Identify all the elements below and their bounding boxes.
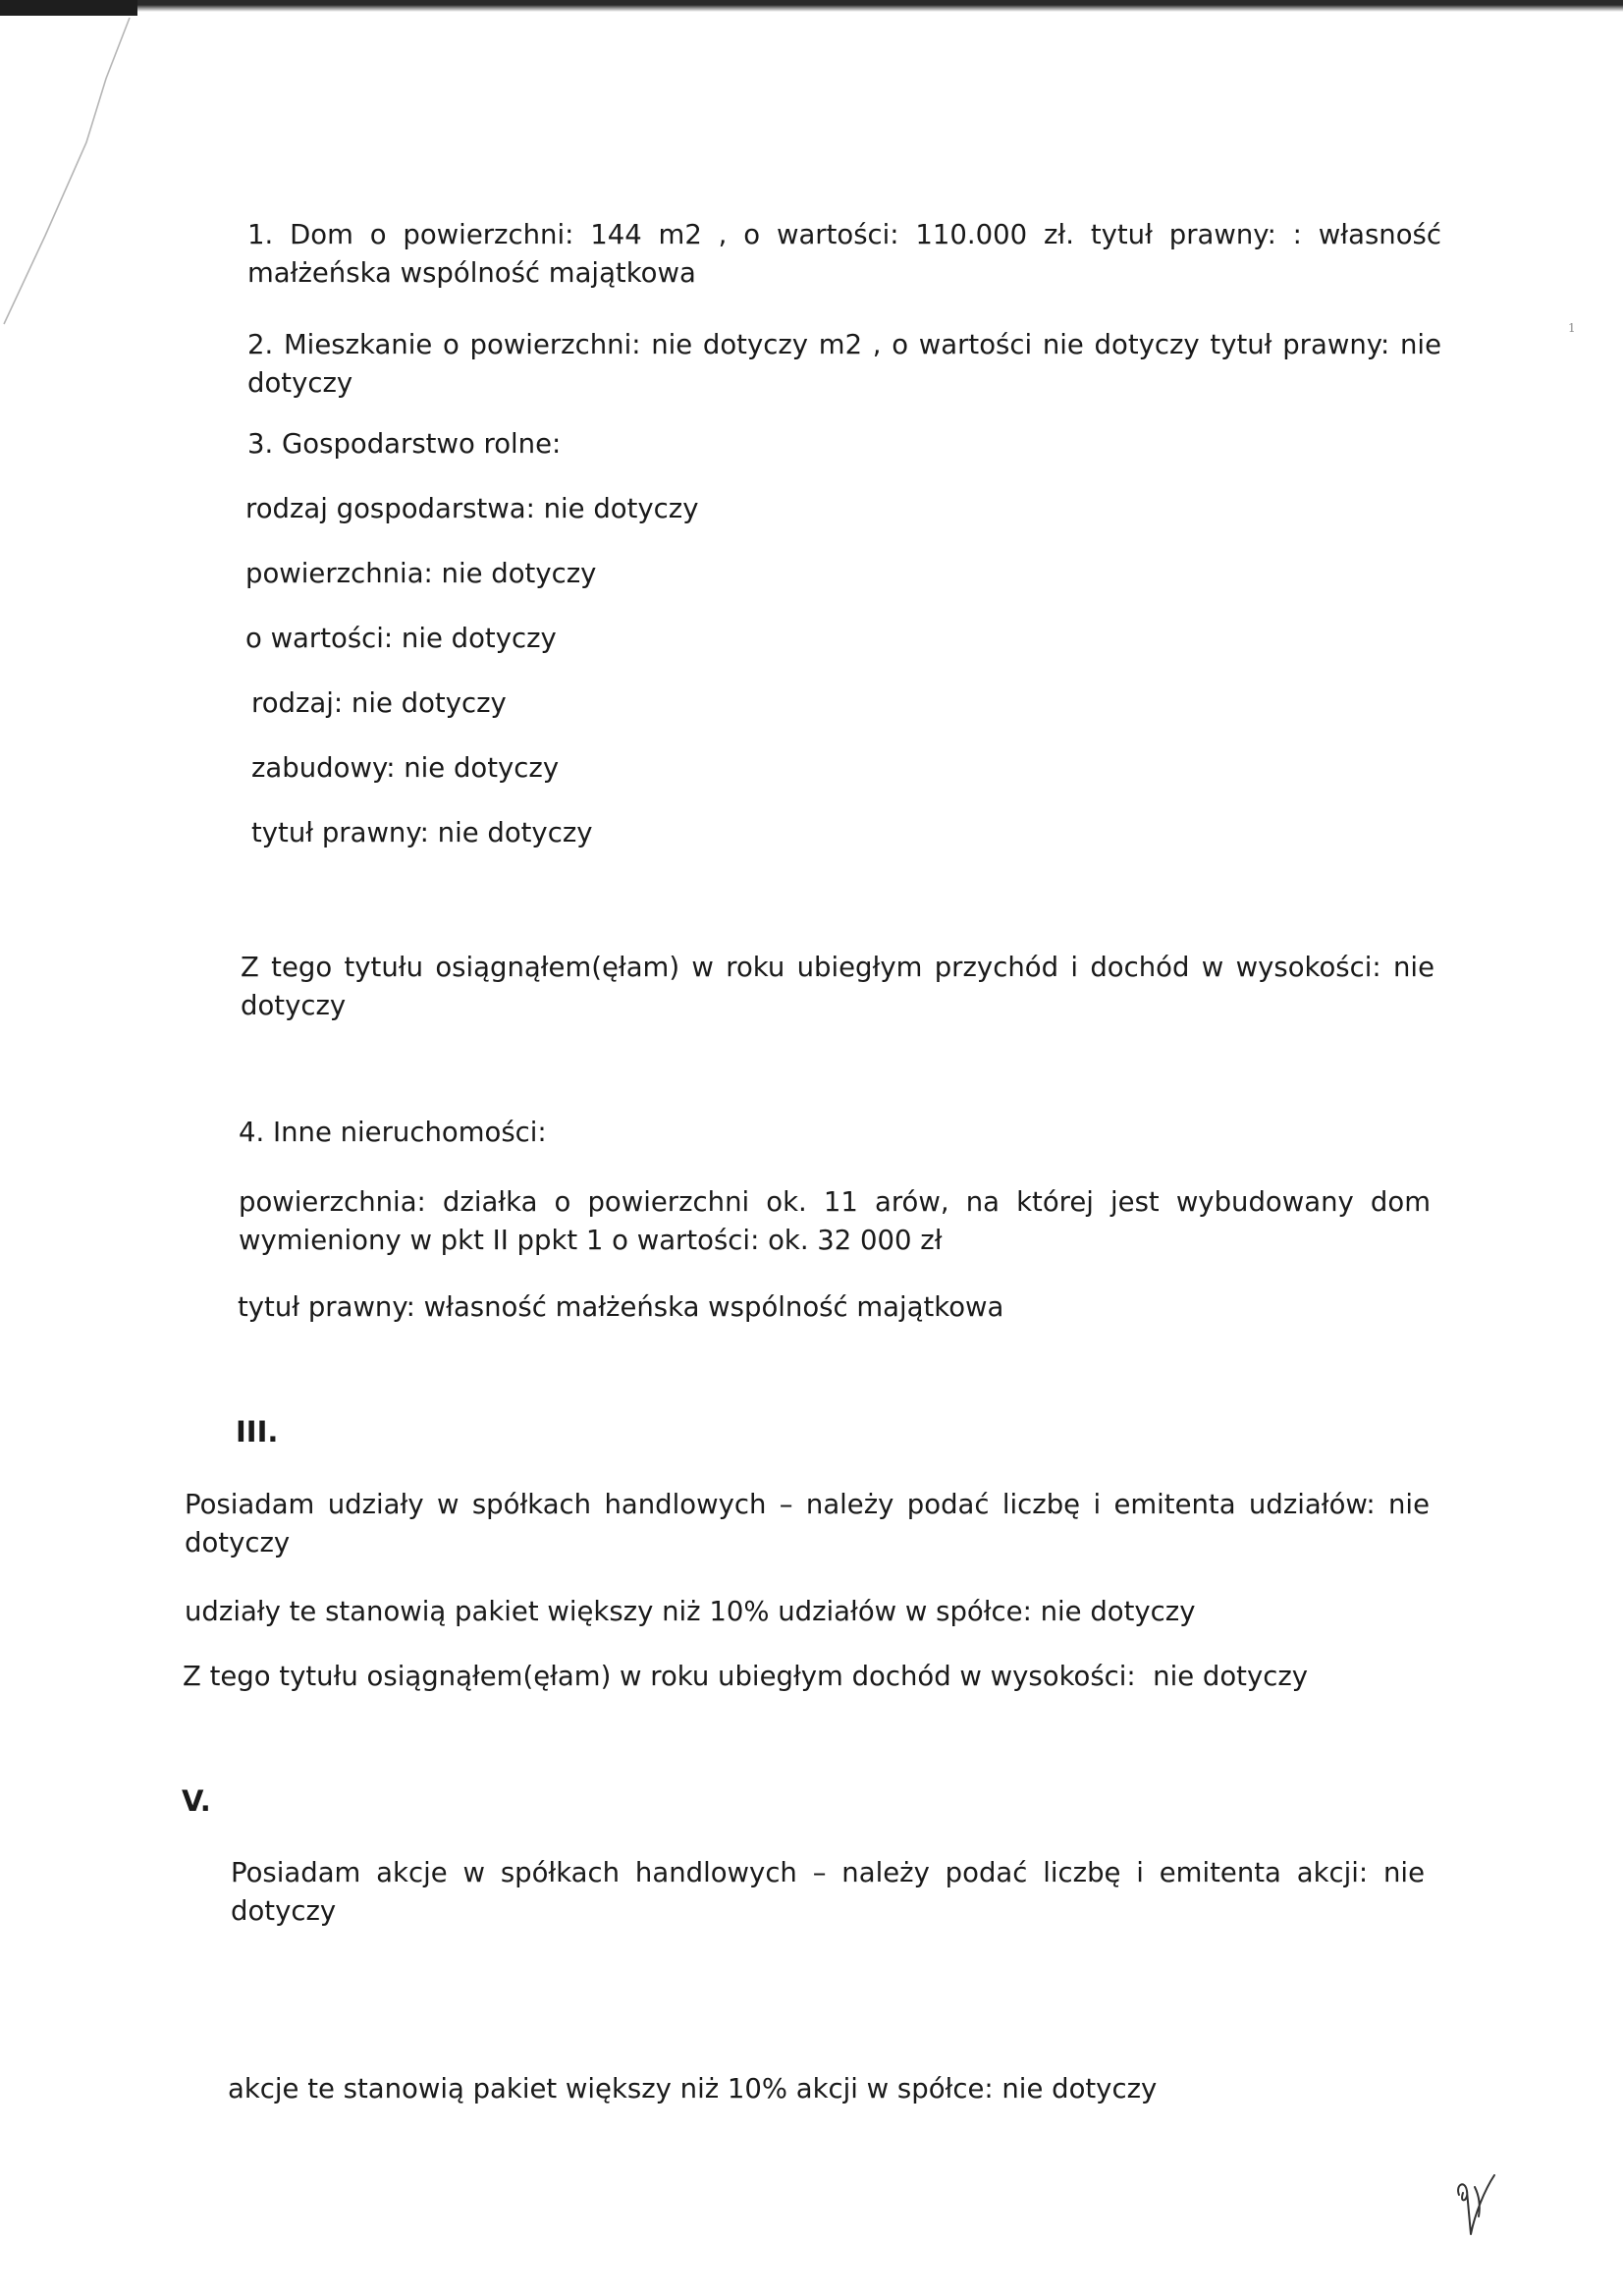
stocks-packet-statement: akcje te stanowią pakiet większy niż 10% akcji w spółce: nie dotyczy (228, 2073, 1158, 2105)
farm-buildings-field: zabudowy: nie dotyczy (251, 752, 560, 784)
farm-income-statement: Z tego tytułu osiągnąłem(ęłam) w roku ubiegłym przychód i dochód w wysokości: nie dotyczy (241, 952, 1434, 1021)
other-property-area: powierzchnia: działka o powierzchni ok. 11 arów, na której jest wybudowany dom wymieniony w pkt II ppkt 1 o wartości: ok. 32 000 zł (239, 1186, 1431, 1256)
paper-fold-line (0, 0, 137, 334)
margin-mark: 1 (1568, 321, 1576, 335)
other-property-legal-title: tytuł prawny: własność małżeńska wspólność majątkowa (238, 1291, 1004, 1323)
shares-packet-statement: udziały te stanowią pakiet większy niż 10% udziałów w spółce: nie dotyczy (185, 1596, 1196, 1627)
item-1-house: 1. Dom o powierzchni: 144 m2 , o wartości: 110.000 zł. tytuł prawny: : własność małżeńska wspólność majątkowa (247, 219, 1441, 289)
section-iii-heading: III. (236, 1415, 279, 1449)
farm-type-field: rodzaj gospodarstwa: nie dotyczy (245, 493, 699, 524)
stocks-statement: Posiadam akcje w spółkach handlowych – należy podać liczbę i emitenta akcji: nie dotyczy (231, 1857, 1425, 1927)
farm-area-field: powierzchnia: nie dotyczy (245, 558, 597, 589)
handwritten-initials-signature (1445, 2165, 1504, 2244)
item-2-apartment: 2. Mieszkanie o powierzchni: nie dotyczy m2 , o wartości nie dotyczy tytuł prawny: nie dotyczy (247, 329, 1441, 399)
scan-top-edge (0, 0, 1623, 12)
item-4-other-property-title: 4. Inne nieruchomości: (239, 1117, 547, 1148)
farm-legal-title-field: tytuł prawny: nie dotyczy (251, 817, 593, 848)
section-v-heading: V. (182, 1784, 211, 1818)
farm-building-type-field: rodzaj: nie dotyczy (251, 687, 507, 719)
farm-value-field: o wartości: nie dotyczy (245, 623, 557, 654)
shares-statement: Posiadam udziały w spółkach handlowych – należy podać liczbę i emitenta udziałów: nie dotyczy (185, 1489, 1430, 1558)
item-3-farm-title: 3. Gospodarstwo rolne: (247, 428, 562, 460)
shares-income-statement: Z tego tytułu osiągnąłem(ęłam) w roku ubiegłym dochód w wysokości: nie dotyczy (183, 1661, 1309, 1692)
